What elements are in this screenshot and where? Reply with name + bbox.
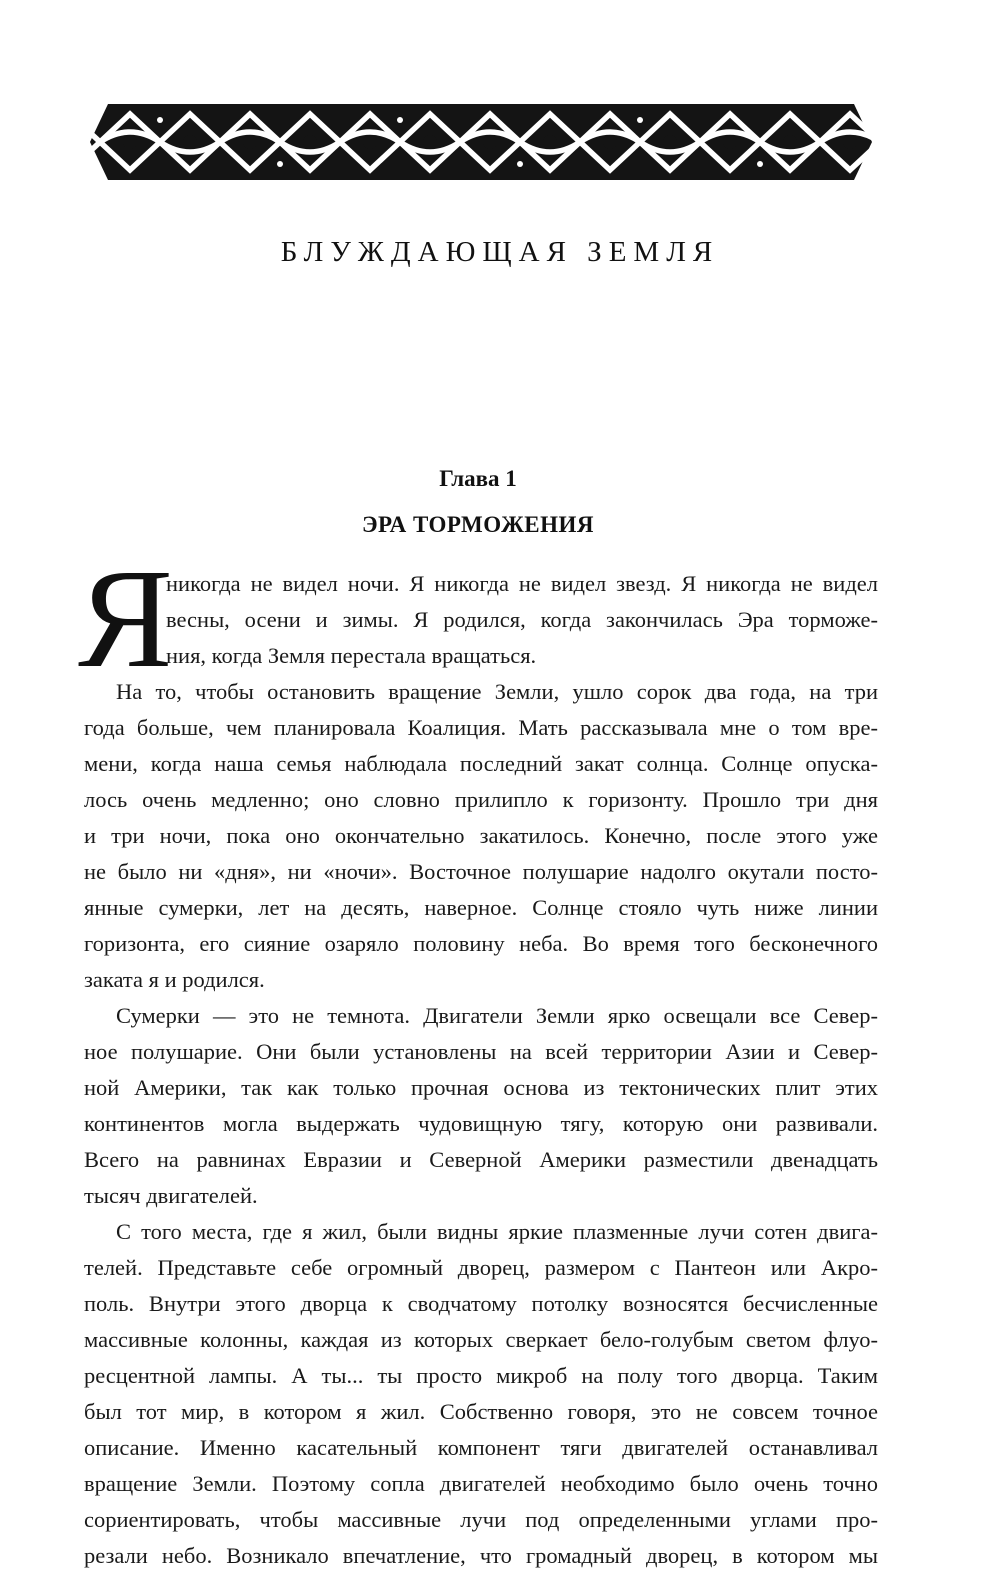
text-line: На то, чтобы остановить вращение Земли, ушло сорок два года, на три (116, 679, 878, 704)
chapter-title: ЭРА ТОРМОЖЕНИЯ (361, 512, 595, 537)
text-line: резали небо. Возникало впечатление, что громадный дворец, в котором мы (84, 1543, 878, 1568)
text-line: континентов могла выдержать чудовищную тягу, которую они развивали. (84, 1111, 878, 1136)
text-line: Всего на равнинах Евразии и Северной Америки разместили двенадцать (84, 1147, 878, 1172)
text-line: весны, осени и зимы. Я родился, когда закончилась Эра торможе- (166, 607, 878, 632)
text-line: года больше, чем планировала Коалиция. Мать рассказывала мне о том вре- (84, 715, 878, 740)
text-line: вращение Земли. Поэтому сопла двигателей необходимо было очень точно (84, 1471, 878, 1496)
text-line: заката я и родился. (84, 967, 265, 992)
text-line: ресцентной лампы. А ты... ты просто микроб на полу того дворца. Таким (84, 1363, 878, 1388)
text-line: был тот мир, в котором я жил. Собственно говоря, это не совсем точное (84, 1399, 878, 1424)
text-line: никогда не видел ночи. Я никогда не видел звезд. Я никогда не видел (166, 571, 878, 596)
text-line: телей. Представьте себе огромный дворец, размером с Пантеон или Акро- (84, 1255, 878, 1280)
text-line: ния, когда Земля перестала вращаться. (166, 643, 537, 668)
text-line: лось очень медленно; оно словно прилипло к горизонту. Прошло три дня (84, 787, 878, 812)
text-line: не было ни «дня», ни «ночи». Восточное полушарие надолго окутали посто- (84, 859, 878, 884)
text-line: поль. Внутри этого дворца к сводчатому потолку возносятся бесчисленные (84, 1291, 878, 1316)
celtic-knot-ornament (90, 98, 872, 186)
text-line: С того места, где я жил, были видны яркие плазменные лучи сотен двига- (116, 1219, 878, 1244)
text-line: тысяч двигателей. (84, 1183, 258, 1208)
text-line: сориентировать, чтобы массивные лучи под определенными углами про- (84, 1507, 878, 1532)
text-line: горизонта, его сияние озаряло половину неба. Во время того бесконечного (84, 931, 878, 956)
chapter-number: Глава 1 (439, 466, 517, 491)
text-line: и три ночи, пока оно окончательно закатилось. Конечно, после этого уже (84, 823, 878, 848)
text-line: массивные колонны, каждая из которых сверкает бело-голубым светом флуо- (84, 1327, 878, 1352)
text-line: Сумерки — это не темнота. Двигатели Земли ярко освещали все Север- (116, 1003, 878, 1028)
text-line: янные сумерки, лет на десять, наверное. Солнце стояло чуть ниже линии (84, 895, 878, 920)
book-title: БЛУЖДАЮЩАЯ ЗЕМЛЯ (280, 236, 720, 268)
text-line: описание. Именно касательный компонент тяги двигателей останавливал (84, 1435, 878, 1460)
drop-cap: Я (78, 539, 173, 697)
chapter-text (84, 566, 878, 1574)
text-line: ное полушарие. Они были установлены на всей территории Азии и Север- (84, 1039, 878, 1064)
text-line: мени, когда наша семья наблюдала последний закат солнца. Солнце опуска- (84, 751, 878, 776)
text-line: ной Америки, так как только прочная основа из тектонических плит этих (84, 1075, 878, 1100)
